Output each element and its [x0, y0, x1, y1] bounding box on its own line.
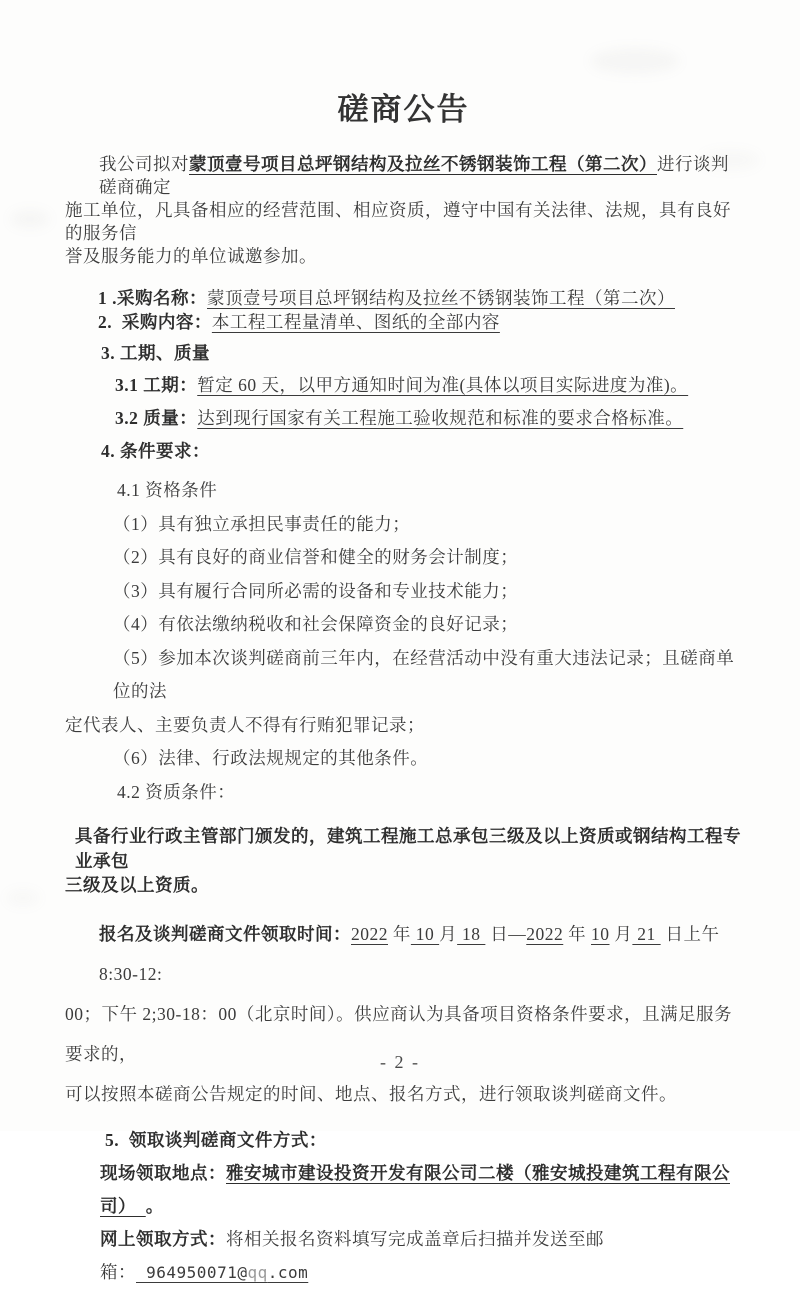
quality-label: 3.2 质量： — [115, 408, 198, 428]
signup-year-2: 2022 — [526, 923, 564, 944]
signup-time-label: 报名及谈判磋商文件领取时间： — [99, 923, 351, 944]
onsite-pickup-punct: 。 — [145, 1195, 164, 1216]
onsite-pickup-label: 现场领取地点： — [100, 1162, 226, 1183]
condition-4: （4）有依法缴纳税收和社会保障资金的良好记录； — [113, 614, 519, 634]
intro-post: 进行谈判磋商确定 — [99, 154, 729, 197]
online-pickup-label: 网上领取方式： — [100, 1228, 226, 1249]
item-1-label: 采购名称： — [117, 288, 207, 308]
online-pickup-text: 将相关报名资料填写完成盖章后扫描并发送至邮箱： — [100, 1228, 604, 1282]
condition-3: （3）具有履行合同所必需的设备和专业技术能力； — [113, 580, 519, 601]
item-2-number: 2. — [98, 312, 113, 332]
qualification-line-2: 三级及以上资质。 — [65, 875, 209, 895]
condition-1: （1）具有独立承担民事责任的能力； — [113, 513, 411, 534]
procurement-name-item — [65, 286, 742, 310]
duration-value: 暂定 60 天，以甲方通知时间为准(具体以项目实际进度为准)。 — [197, 375, 689, 395]
duration-label: 3.1 工期： — [115, 375, 198, 395]
signup-time-line-1 — [65, 914, 742, 994]
condition-5-line-2: 定代表人、主要负责人不得有行贿犯罪记录； — [65, 714, 425, 735]
item-2-label: 采购内容： — [121, 312, 212, 332]
signup-time-line-2: 00；下午 2;30-18：00（北京时间）。供应商认为具备项目资格条件要求，且满足服务要求的， — [65, 1003, 733, 1064]
intro-line-2: 施工单位，凡具备相应的经营范围、相应资质，遵守中国有关法律、法规，具有良好的服务信 — [65, 200, 731, 243]
item-1-number: 1 . — [98, 288, 117, 308]
email-tld: .com — [267, 1262, 309, 1282]
qualification-line-1: 具备行业行政主管部门颁发的，建筑工程施工总承包三级及以上资质或钢结构工程专业承包 — [75, 826, 741, 871]
signup-year-unit-2: 年 — [563, 923, 591, 944]
signup-day-2: 21 — [632, 923, 661, 944]
procurement-content-item — [65, 310, 742, 334]
email-domain: qq — [247, 1262, 268, 1282]
onsite-pickup-line — [65, 1157, 742, 1223]
intro-pre: 我公司拟对 — [99, 154, 189, 174]
item-1-value: 蒙顶壹号项目总坪钢结构及拉丝不锈钢装饰工程（第二次） — [207, 288, 675, 308]
quality-value: 达到现行国家有关工程施工验收规范和标准的要求合格标准。 — [197, 408, 684, 428]
section-5-number: 5. — [105, 1129, 120, 1150]
project-name: 蒙顶壹号项目总坪钢结构及拉丝不锈钢装饰工程（第二次） — [189, 154, 657, 174]
subsection-4-1: 4.1 资格条件 — [117, 480, 218, 500]
intro-line-1 — [65, 153, 742, 199]
section-5-heading — [65, 1124, 742, 1157]
scan-noise — [590, 48, 680, 74]
signup-time-line-3: 可以按照本磋商公告规定的时间、地点、报名方式，进行领取谈判磋商文件。 — [65, 1083, 677, 1104]
schedule-quality — [65, 407, 742, 429]
item-2-value: 本工程工程量清单、图纸的全部内容 — [211, 312, 500, 332]
page-number: - 2 - — [380, 1052, 420, 1072]
section-5-label: 领取谈判磋商文件方式： — [128, 1129, 327, 1150]
intro-line-3: 誉及服务能力的单位诚邀参加。 — [65, 246, 317, 266]
scan-noise — [10, 210, 50, 228]
email-user: 964950071@ — [136, 1262, 248, 1282]
signup-day-1: 18 — [457, 923, 486, 944]
schedule-duration — [65, 374, 742, 396]
section-4-heading: 4. 条件要求： — [101, 441, 210, 461]
signup-year-unit-1: 年 — [388, 923, 411, 944]
signup-year-1: 2022 — [351, 923, 388, 944]
signup-month-unit-1: 月 — [439, 923, 458, 944]
condition-6: （6）法律、行政法规规定的其他条件。 — [113, 748, 429, 768]
signup-day-unit-2: 日上午 8:30-12: — [99, 923, 720, 984]
condition-2: （2）具有良好的商业信誉和健全的财务会计制度； — [113, 547, 519, 567]
section-3-heading: 3. 工期、质量 — [101, 343, 210, 363]
scan-noise — [6, 890, 40, 906]
signup-day-unit-1: 日— — [485, 923, 527, 944]
online-pickup-line — [65, 1223, 742, 1289]
qualification-paragraph — [65, 824, 742, 898]
page-title: 磋商公告 — [337, 92, 470, 127]
email-address — [136, 1263, 308, 1282]
condition-5-line-1: （5）参加本次谈判磋商前三年内，在经营活动中没有重大违法记录；且磋商单位的法 — [113, 647, 735, 701]
signup-month-unit-2: 月 — [609, 923, 633, 944]
signup-month-2: 10 — [591, 923, 610, 944]
subsection-4-2: 4.2 资质条件： — [117, 781, 236, 802]
requirements-block — [65, 474, 742, 809]
onsite-pickup-address: 雅安城市建设投资开发有限公司二楼（雅安城投建筑工程有限公司） — [100, 1162, 730, 1216]
signup-month-1: 10 — [410, 923, 440, 944]
